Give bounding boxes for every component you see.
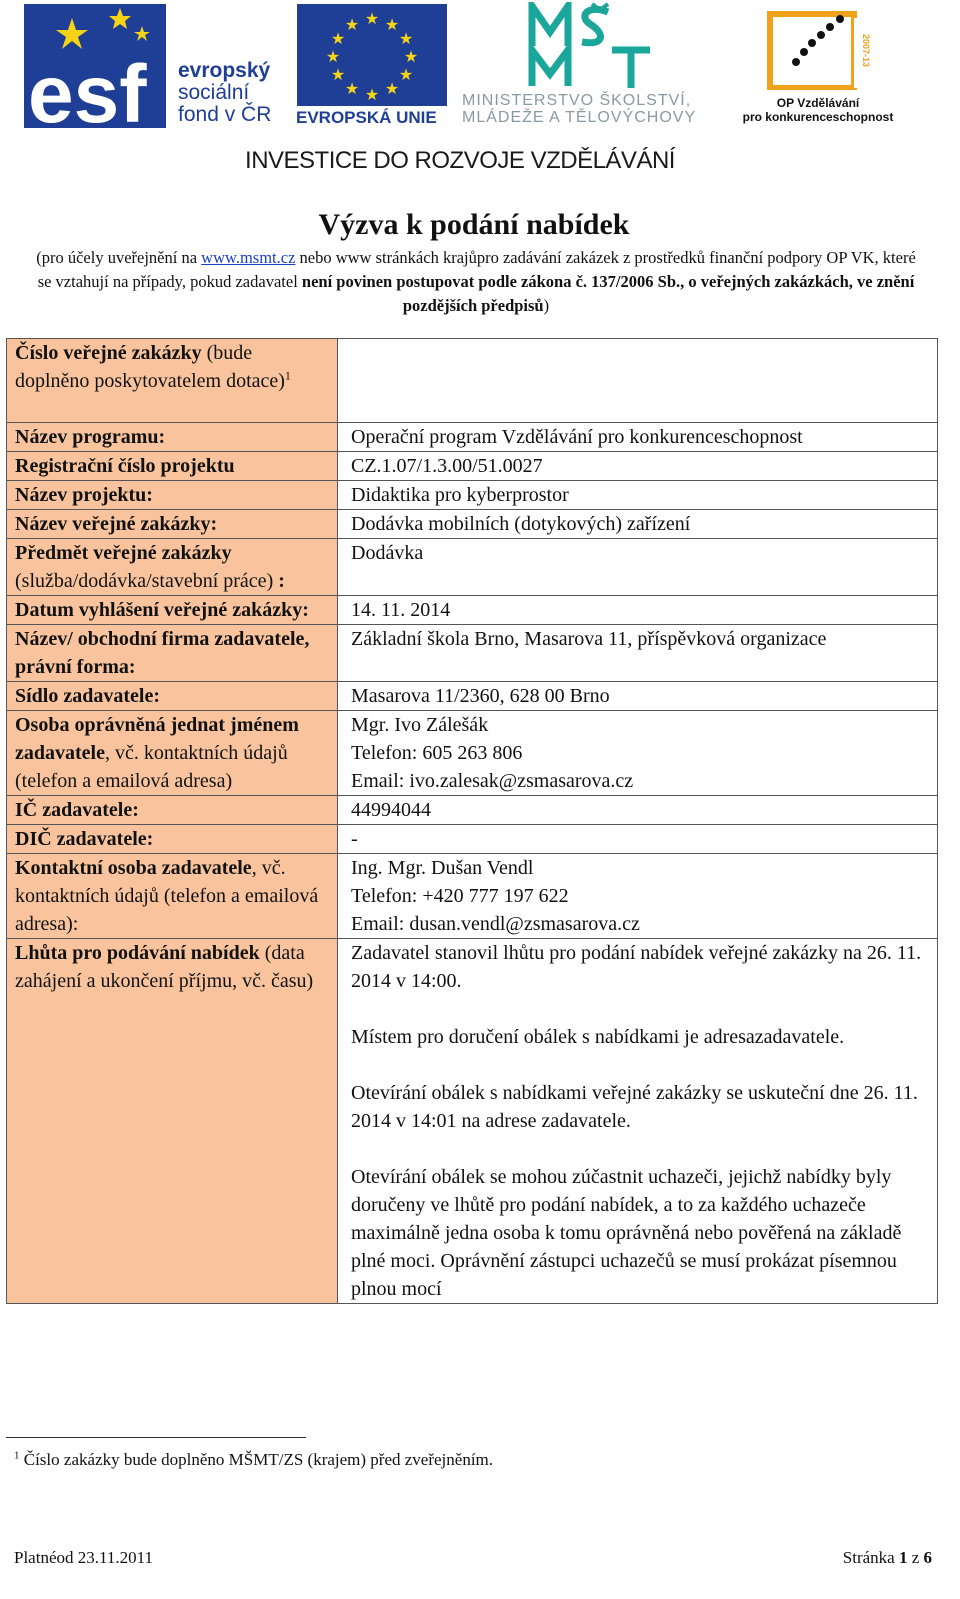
op-years: 2007-13 xyxy=(861,34,870,68)
contact-phone: Telefon: 605 263 806 xyxy=(351,742,523,764)
label-cell xyxy=(7,711,338,796)
row-label-bold: Lhůta pro podávání nabídek xyxy=(15,942,260,964)
contact-name: Mgr. Ivo Zálešák xyxy=(351,714,489,736)
table-row xyxy=(7,481,938,510)
value-cell xyxy=(338,854,938,939)
banner-heading: INVESTICE DO ROZVOJE VZDĚLÁVÁNÍ xyxy=(245,147,675,174)
svg-text:★: ★ xyxy=(398,67,414,84)
footer-valid-from: Platnéod 23.11.2011 xyxy=(14,1548,153,1567)
label-cell xyxy=(7,796,338,825)
intro-part-3: , o veřejných zakázkách, ve znění pozdějších předpisů xyxy=(402,272,915,315)
eu-flag-logo xyxy=(297,4,447,106)
svg-text:★: ★ xyxy=(330,31,346,48)
esf-logo xyxy=(24,4,166,128)
total-pages: 6 xyxy=(923,1548,932,1567)
row-label: DIČ zadavatele: xyxy=(15,828,154,850)
tender-details-table xyxy=(6,338,938,1304)
svg-text:★: ★ xyxy=(364,11,380,28)
row-label: Registrační číslo projektu xyxy=(15,455,235,477)
row-label: IČ zadavatele: xyxy=(15,799,139,821)
label-cell xyxy=(7,854,338,939)
table-row xyxy=(7,539,938,596)
document-title: Výzva k podání nabídek xyxy=(318,208,630,241)
row-label-rest: (služba/dodávka/stavební práce) xyxy=(15,570,279,592)
row-label: Datum vyhlášení veřejné zakázky: xyxy=(15,599,309,621)
opening-paragraph: Otevírání obálek s nabídkami veřejné zakázky se uskuteční dne 26. 11. 2014 v 14:01 na adrese zadavatele. xyxy=(351,1082,918,1132)
contact-email: Email: dusan.vendl@zsmasarova.cz xyxy=(351,913,640,935)
footer-page-number xyxy=(843,1548,932,1568)
value-cell: - xyxy=(338,825,938,854)
deadline-paragraph: Zadavatel stanovil lhůtu pro podání nabídek veřejné zakázky na 26. 11. 2014 v 14:00. xyxy=(351,942,922,992)
value-cell: Základní škola Brno, Masarova 11, příspěvková organizace xyxy=(338,625,938,682)
table-row xyxy=(7,510,938,539)
svg-text:★: ★ xyxy=(364,87,380,104)
footnote-ref: 1 xyxy=(284,368,291,383)
row-label: Název projektu: xyxy=(15,484,153,506)
table-row xyxy=(7,625,938,682)
label-cell xyxy=(7,339,338,423)
row-label-rest: , vč. kontaktních údajů (telefon a emailová adresa) xyxy=(15,742,288,792)
svg-text:★: ★ xyxy=(384,81,400,98)
intro-part-2: nebo www stránkách krajůpro zadávání zakázek z prostředků finanční podpory OP VK, které se vztahují na případy, pokud zadavatel xyxy=(37,248,916,291)
table-row xyxy=(7,682,938,711)
svg-text:★: ★ xyxy=(384,17,400,34)
value-cell: 44994044 xyxy=(338,796,938,825)
table-row xyxy=(7,939,938,1304)
label-cell xyxy=(7,625,338,682)
msmt-line-1: MINISTERSTVO ŠKOLSTVÍ, xyxy=(462,92,692,109)
table-row xyxy=(7,339,938,423)
label-cell xyxy=(7,939,338,1304)
table-row xyxy=(7,452,938,481)
value-cell: Masarova 11/2360, 628 00 Brno xyxy=(338,682,938,711)
row-label: Sídlo zadavatele: xyxy=(15,685,160,707)
value-cell: Didaktika pro kyberprostor xyxy=(338,481,938,510)
label-cell xyxy=(7,539,338,596)
footnote-separator xyxy=(6,1437,306,1438)
row-label-bold: Předmět veřejné zakázky xyxy=(15,542,232,564)
msmt-line-2: MLÁDEŽE A TĚLOVÝCHOVY xyxy=(462,109,697,126)
msmt-wordmark xyxy=(462,92,696,126)
op-wordmark xyxy=(732,96,904,124)
intro-bold: není povinen postupovat podle zákona č. 137/2006 Sb. xyxy=(301,272,681,291)
value-cell xyxy=(338,339,938,423)
logo-strip xyxy=(0,0,960,140)
svg-text:★: ★ xyxy=(344,17,360,34)
contact-name: Ing. Mgr. Dušan Vendl xyxy=(351,857,534,879)
svg-text:esf: esf xyxy=(28,49,147,128)
value-cell: Operační program Vzdělávání pro konkurenceschopnost xyxy=(338,423,938,452)
attendance-paragraph: Otevírání obálek se mohou zúčastnit uchazeči, jejichž nabídky byly doručeny ve lhůtě pro podání nabídek, a to za každého uchazeče maximálně jedna osoba k tomu oprávněná nebo pověřená na základě plné moci. Oprávnění zástupci uchazečů se musí prokázat písemnou plnou mocí xyxy=(351,1166,902,1300)
contact-phone: Telefon: +420 777 197 622 xyxy=(351,885,569,907)
row-label-bold: Osoba oprávněná jednat jménem zadavatele xyxy=(15,714,299,764)
label-cell xyxy=(7,452,338,481)
op-vk-logo-mark xyxy=(766,4,870,90)
eu-label: EVROPSKÁ UNIE xyxy=(296,108,437,127)
row-label-bold: Číslo veřejné zakázky xyxy=(15,342,202,364)
svg-text:★: ★ xyxy=(330,67,346,84)
svg-text:★: ★ xyxy=(398,31,414,48)
row-label-rest: (bude doplněno poskytovatelem dotace) xyxy=(15,342,285,392)
value-cell xyxy=(338,711,938,796)
value-cell xyxy=(338,939,938,1304)
row-label: Název/ obchodní firma zadavatele, právní forma: xyxy=(15,628,310,678)
table-row xyxy=(7,796,938,825)
contact-email: Email: ivo.zalesak@zsmasarova.cz xyxy=(351,770,634,792)
intro-paragraph xyxy=(28,246,924,318)
footnote-text: Číslo zakázky bude doplněno MŠMT/ZS (krajem) před zveřejněním. xyxy=(19,1450,494,1469)
value-cell: CZ.1.07/1.3.00/51.0027 xyxy=(338,452,938,481)
value-cell: 14. 11. 2014 xyxy=(338,596,938,625)
msmt-logo-mark xyxy=(528,2,654,90)
current-page: 1 xyxy=(898,1548,908,1567)
esf-line-3: fond v ČR xyxy=(178,103,272,126)
table-row xyxy=(7,423,938,452)
value-cell: Dodávka mobilních (dotykových) zařízení xyxy=(338,510,938,539)
label-cell xyxy=(7,423,338,452)
label-cell xyxy=(7,825,338,854)
esf-line-1: evropský xyxy=(178,59,271,82)
page-of: z xyxy=(907,1548,924,1567)
msmt-link[interactable]: www.msmt.cz xyxy=(201,248,296,267)
op-line-2: pro konkurenceschopnost xyxy=(742,110,894,124)
table-row xyxy=(7,711,938,796)
label-cell xyxy=(7,596,338,625)
row-label-end: : xyxy=(278,570,285,592)
table-row xyxy=(7,825,938,854)
page-prefix: Stránka xyxy=(842,1548,899,1567)
op-line-1: OP Vzdělávání xyxy=(776,96,860,110)
esf-line-2: sociální xyxy=(178,81,250,104)
esf-wordmark xyxy=(178,60,271,126)
delivery-paragraph: Místem pro doručení obálek s nabídkami je adresazadavatele. xyxy=(351,1026,845,1048)
label-cell xyxy=(7,510,338,539)
footnote xyxy=(14,1450,493,1470)
intro-part-4: ) xyxy=(543,296,550,315)
table-row xyxy=(7,854,938,939)
row-label-rest: (data zahájení a ukončení příjmu, vč. času) xyxy=(15,942,314,992)
row-label: Název programu: xyxy=(15,426,166,448)
table-row xyxy=(7,596,938,625)
intro-part-1: (pro účely uveřejnění na xyxy=(36,248,202,267)
label-cell xyxy=(7,682,338,711)
svg-text:★: ★ xyxy=(344,81,360,98)
svg-text:★: ★ xyxy=(403,49,419,66)
row-label-rest: , vč. kontaktních údajů (telefon a emailová adresa): xyxy=(15,857,319,935)
svg-text:★: ★ xyxy=(325,49,341,66)
footnote-number: 1 xyxy=(14,1449,20,1462)
label-cell xyxy=(7,481,338,510)
row-label: Název veřejné zakázky: xyxy=(15,513,218,535)
value-cell: Dodávka xyxy=(338,539,938,596)
row-label-bold: Kontaktní osoba zadavatele xyxy=(15,857,252,879)
